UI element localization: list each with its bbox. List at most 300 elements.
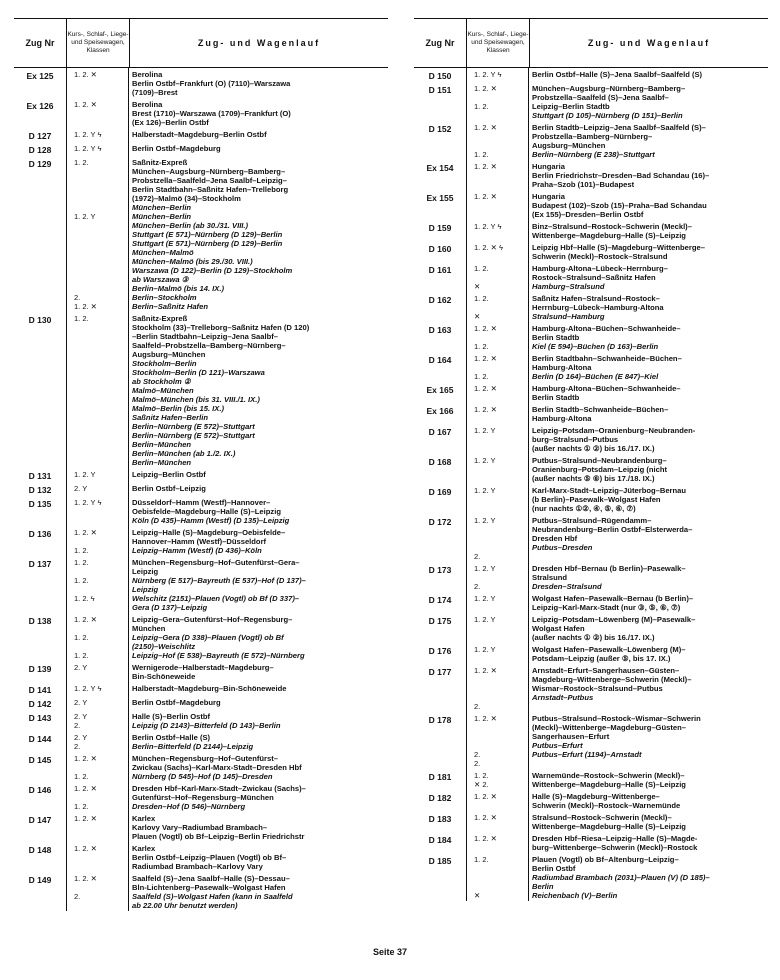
class-line: [474, 132, 528, 141]
route-description: [128, 754, 388, 781]
coach-route-line: Berlin–Bitterfeld (D 2144)–Leipzig: [132, 742, 254, 751]
route-line: Budapest (102)–Szob (15)–Praha–Bad Schandau: [532, 201, 707, 210]
table-row: [414, 643, 768, 664]
route-line: Berlin Ostbf–Leipzig: [132, 484, 206, 493]
route-line: Hamburg-Altona–Büchen–Schwanheide–: [532, 324, 681, 333]
table-row: [14, 496, 388, 526]
class-line: [74, 266, 128, 275]
class-line: 1. 2. ✕: [474, 84, 497, 93]
class-info: [466, 714, 528, 768]
coach-route-line: Saalfeld (S)–Wolgast Hafen (kann in Saalfeld: [132, 892, 293, 901]
class-line: 1. 2. Y: [474, 615, 496, 624]
coach-route-line: Warszawa (D 122)–Berlin (D 129)–Stockholm: [132, 266, 293, 275]
class-line: [474, 141, 528, 150]
route-description: [528, 516, 768, 561]
route-description: [528, 615, 768, 642]
route-line: Saalfeld–Probstzella–Bamberg–Nürnberg–: [132, 341, 286, 350]
class-info: [466, 162, 528, 189]
route-line: Leipzig–Potsdam–Löwenberg (M)–Pasewalk–: [532, 615, 696, 624]
class-line: 1. 2. ✕: [474, 666, 497, 675]
route-line: Hannover–Hamm (Westf)–Düsseldorf: [132, 537, 267, 546]
route-line: Probstzella–Bamberg–Nürnberg–: [532, 132, 653, 141]
class-line: 1. 2. ✕: [474, 354, 497, 363]
route-line: Brest (1710)–Warszawa (1709)–Frankfurt (O): [132, 109, 291, 118]
class-line: ✕: [474, 312, 481, 321]
route-description: [128, 684, 388, 695]
train-number: D 131: [28, 471, 52, 481]
coach-route-line: Berlin–Saßnitz Hafen: [132, 302, 208, 311]
route-description: [128, 528, 388, 555]
route-line: München: [132, 624, 166, 633]
table-row: [414, 790, 768, 811]
route-description: [528, 222, 768, 240]
route-line: München–Regensburg–Hof–Gutenfürst–Gera–: [132, 558, 300, 567]
class-line: 1. 2. Y ϟ: [74, 684, 102, 693]
class-line: [74, 440, 128, 449]
class-line: [74, 167, 128, 176]
train-number: D 136: [28, 529, 52, 539]
route-line: Berlin Stadtb: [532, 333, 580, 342]
route-description: [528, 192, 768, 219]
class-info: [466, 324, 528, 351]
train-number: Ex 166: [426, 406, 454, 416]
coach-route-line: München–Berlin (ab 30./31. VIII.): [132, 221, 249, 230]
route-description: [128, 314, 388, 467]
table-row: [414, 484, 768, 514]
coach-route-line: (2150)–Weischlitz: [132, 642, 196, 651]
table-row: [414, 769, 768, 790]
class-line: [474, 864, 528, 873]
class-line: 1. 2. Y ϟ: [474, 222, 502, 231]
class-info: [66, 498, 128, 525]
route-line: Gutenfürst–Hof–Regensburg–München: [132, 793, 274, 802]
coach-route-line: München–Malmö (bis 29./30. VIII.): [132, 257, 253, 266]
route-description: [528, 486, 768, 513]
route-line: (1972)–Malmö (34)–Stockholm: [132, 194, 241, 203]
class-line: 1. 2. ✕: [74, 615, 97, 624]
route-description: [128, 558, 388, 612]
table-row: [414, 832, 768, 853]
route-line: Probstzella–Saalfeld–Jena Saalbf–Leipzig–: [132, 176, 287, 185]
class-info: [466, 384, 528, 402]
coach-route-line: München–Malmö: [132, 248, 194, 257]
class-info: [466, 792, 528, 810]
table-row: [414, 292, 768, 322]
route-description: [528, 855, 768, 900]
route-line: Stockholm (33)–Trelleborg–Saßnitz Hafen (D 120): [132, 323, 310, 332]
route-description: [528, 456, 768, 483]
class-line: 1. 2. Y: [474, 645, 496, 654]
route-line: Leipzig Hbf–Halle (S)–Magdeburg–Wittenberge–: [532, 243, 705, 252]
route-line: Leipzig–Berlin Ostbf: [132, 470, 206, 479]
class-line: 1. 2.: [74, 158, 89, 167]
train-number: D 142: [28, 699, 52, 709]
coach-route-line: Leipzig (D 2143)–Bitterfeld (D 143)–Berlin: [132, 721, 281, 730]
table-row: [414, 68, 768, 82]
route-description: [528, 666, 768, 711]
class-info: [66, 698, 128, 709]
class-line: [474, 741, 528, 750]
class-line: [474, 675, 528, 684]
class-info: [66, 100, 128, 127]
class-line: 2. Y: [74, 733, 88, 742]
class-info: [466, 84, 528, 120]
class-line: [474, 693, 528, 702]
route-line: Bln-Lichtenberg–Pasewalk–Wolgast Hafen: [132, 883, 286, 892]
table-row: [414, 241, 768, 262]
class-line: [474, 873, 528, 882]
class-line: [74, 323, 128, 332]
route-line: Schwerin (Meckl)–Rostock–Warnemünde: [532, 801, 681, 810]
route-line: Hamburg-Altona–Büchen–Schwanheide–: [532, 384, 681, 393]
route-line: Potsdam–Leipzig (außer ⑤, bis 17. IX.): [532, 654, 671, 663]
train-number: D 169: [428, 487, 452, 497]
train-number: D 162: [428, 295, 452, 305]
route-description: [528, 834, 768, 852]
class-line: 1. 2.: [474, 855, 489, 864]
route-description: [528, 792, 768, 810]
page-number: Seite 37: [372, 947, 408, 957]
table-row: [414, 382, 768, 403]
class-line: 1. 2. ✕: [474, 162, 497, 171]
class-line: 1. 2.: [474, 372, 489, 381]
route-line: Probstzella–Saalfeld (S)–Jena Saalbf–: [532, 93, 669, 102]
class-line: [74, 359, 128, 368]
class-line: 1. 2.: [474, 342, 489, 351]
route-line: Neubrandenburg–Berlin Ostbf–Elsterwerda–: [532, 525, 693, 534]
train-number: Ex 154: [426, 163, 454, 173]
table-row: [14, 482, 388, 496]
route-line: (außer nachts ① ②) bis 16./17. IX.): [532, 633, 655, 642]
coach-route-line: Stralsund–Hamburg: [532, 312, 605, 321]
route-line: Berlin Stadtbahn–Saßnitz Hafen–Trelleborg: [132, 185, 289, 194]
route-line: Augsburg–München: [532, 141, 606, 150]
class-line: 2.: [474, 552, 481, 561]
class-line: 1. 2. ϟ: [74, 594, 95, 603]
class-info: [466, 666, 528, 711]
class-line: 2.: [74, 892, 81, 901]
train-number: D 127: [28, 131, 52, 141]
train-number: D 129: [28, 159, 52, 169]
class-line: 1. 2. Y ϟ: [74, 498, 102, 507]
route-description: [528, 771, 768, 789]
table-row: [414, 613, 768, 643]
class-line: 2. Y: [74, 663, 88, 672]
table-row: [414, 562, 768, 592]
header-lauf: Zug- und Wagenlauf: [587, 38, 711, 48]
class-info: [466, 70, 528, 81]
table-row: [414, 454, 768, 484]
train-number: D 181: [428, 772, 452, 782]
route-line: Saalfeld (S)–Jena Saalbf–Halle (S)–Dessau–: [132, 874, 290, 883]
class-line: 1. 2. Y: [74, 470, 96, 479]
train-number: D 139: [28, 664, 52, 674]
route-description: [128, 663, 388, 681]
route-line: Wernigerode–Halberstadt–Magdeburg–: [132, 663, 274, 672]
route-line: Hamburg-Altona: [532, 363, 592, 372]
class-info: [466, 594, 528, 612]
class-line: 1. 2. ✕: [74, 100, 97, 109]
table-row: [414, 811, 768, 832]
route-line: Arnstadt–Erfurt–Sangerhausen–Güsten–: [532, 666, 680, 675]
class-info: [466, 192, 528, 219]
train-number: Ex 125: [26, 71, 54, 81]
route-line: Dresden Hbf–Karl-Marx-Stadt–Zwickau (Sachs)–: [132, 784, 306, 793]
route-line: Halle (S)–Berlin Ostbf: [132, 712, 211, 721]
coach-route-line: Stuttgart (D 105)–Nürnberg (D 151)–Berlin: [532, 111, 683, 120]
train-number: D 178: [428, 715, 452, 725]
table-row: [14, 98, 388, 128]
coach-route-line: Radiumbad Brambach (2031)–Plauen (V) (D 185)–: [532, 873, 710, 882]
route-line: burg–Stralsund–Putbus: [532, 435, 619, 444]
coach-route-line: ab Warszawa ③: [132, 275, 189, 284]
class-line: [74, 230, 128, 239]
table-row: [414, 403, 768, 424]
class-line: [74, 176, 128, 185]
class-line: [474, 303, 528, 312]
train-number: D 145: [28, 755, 52, 765]
train-number: D 150: [428, 71, 452, 81]
route-line: Stralsund–Rostock–Schwerin (Meckl)–: [532, 813, 672, 822]
class-info: [466, 243, 528, 261]
train-number: D 138: [28, 616, 52, 626]
route-line: Wittenberge–Magdeburg–Halle (S)–Leipzig: [532, 231, 686, 240]
route-line: (Ex 126)–Berlin Ostbf: [132, 118, 209, 127]
route-description: [528, 405, 768, 423]
table-row: [14, 68, 388, 98]
coach-route-line: Malmö–München (bis 31. VIII./1. IX.): [132, 395, 260, 404]
class-info: [466, 264, 528, 291]
route-line: (b Berlin)–Pasewalk–Wolgast Hafen: [532, 495, 661, 504]
class-line: [74, 431, 128, 440]
header-zug-nr: Zug Nr: [25, 38, 55, 48]
route-line: Berlin Ostbf–Leipzig–Plauen (Vogtl) ob Bf–: [132, 853, 287, 862]
header-zug-nr: Zug Nr: [425, 38, 455, 48]
table-row: [14, 312, 388, 468]
class-line: 2.: [74, 721, 81, 730]
class-line: [74, 585, 128, 594]
class-line: [474, 525, 528, 534]
class-info: [66, 144, 128, 155]
class-line: [474, 333, 528, 342]
class-line: 2. Y: [74, 712, 88, 721]
class-info: [466, 294, 528, 321]
coach-route-line: Gera (D 137)–Leipzig: [132, 603, 208, 612]
route-line: Berlin Stadtbahn–Schwanheide–Büchen–: [532, 354, 682, 363]
table-row: [14, 731, 388, 752]
route-line: Sangerhausen–Erfurt: [532, 732, 610, 741]
route-line: Berolina: [132, 70, 163, 79]
route-description: [528, 264, 768, 291]
right-column: [414, 18, 768, 901]
table-header: [414, 18, 768, 68]
class-line: 1. 2. Y: [474, 564, 496, 573]
class-line: 1. 2. Y: [474, 456, 496, 465]
train-number: D 184: [428, 835, 452, 845]
route-line: Berolina: [132, 100, 163, 109]
table-row: [14, 752, 388, 782]
train-number: D 147: [28, 815, 52, 825]
class-line: 1. 2.: [74, 558, 89, 567]
route-line: Leipzig–Karl-Marx-Stadt (nur ③, ⑤, ⑥, ⑦): [532, 603, 681, 612]
table-row: [414, 424, 768, 454]
table-row: [14, 128, 388, 142]
route-line: Berlin Stadtb–Schwanheide–Büchen–: [532, 405, 669, 414]
route-line: Karlex: [132, 814, 156, 823]
route-line: (nur nachts ①②, ④, ⑤, ⑥, ⑦): [532, 504, 636, 513]
class-line: 1. 2.: [474, 294, 489, 303]
class-line: [74, 537, 128, 546]
train-number: D 173: [428, 565, 452, 575]
table-row: [14, 613, 388, 661]
table-row: [414, 712, 768, 769]
route-line: Wolgast Hafen: [532, 624, 585, 633]
class-line: ✕: [474, 891, 481, 900]
class-line: 1. 2. ✕: [74, 784, 97, 793]
class-info: [466, 813, 528, 831]
table-row: [414, 322, 768, 352]
train-number: D 128: [28, 145, 52, 155]
route-line: Halberstadt–Magdeburg–Bin-Schöneweide: [132, 684, 287, 693]
route-line: Rostock–Stralsund–Saßnitz Hafen: [532, 273, 656, 282]
table-row: [14, 710, 388, 731]
route-line: Saßnitz-Expreß: [132, 314, 188, 323]
class-info: [66, 484, 128, 495]
table-row: [14, 156, 388, 312]
class-line: 2. Y: [74, 698, 88, 707]
route-line: Hungaria: [532, 192, 565, 201]
route-description: [128, 844, 388, 871]
route-description: [128, 784, 388, 811]
route-line: (außer nachts ⑤ ⑥) bis 17./18. IX.): [532, 474, 655, 483]
route-description: [128, 498, 388, 525]
class-line: 1. 2.: [74, 802, 89, 811]
class-info: [466, 834, 528, 852]
route-line: München–Augsburg–Nürnberg–Bamberg–: [132, 167, 286, 176]
class-info: [66, 663, 128, 681]
class-line: [74, 275, 128, 284]
header-klassen: Kurs-, Schlaf-, Liege- und Speisewagen, Klassen: [466, 19, 530, 67]
table-row: [414, 352, 768, 382]
route-line: München–Augsburg–Nürnberg–Bamberg–: [532, 84, 686, 93]
coach-route-line: Putbus–Erfurt: [532, 741, 583, 750]
coach-route-line: Putbus–Dresden: [532, 543, 593, 552]
route-line: Leipzig: [132, 567, 159, 576]
class-line: [74, 624, 128, 633]
class-line: 2.: [474, 702, 481, 711]
class-line: [74, 284, 128, 293]
route-line: Binz–Stralsund–Rostock–Schwerin (Meckl)–: [532, 222, 692, 231]
class-info: [66, 754, 128, 781]
route-description: [528, 564, 768, 591]
class-line: [474, 573, 528, 582]
coach-route-line: Saßnitz Hafen–Berlin: [132, 413, 208, 422]
route-description: [128, 698, 388, 709]
header-klassen: Kurs-, Schlaf-, Liege- und Speisewagen, Klassen: [66, 19, 130, 67]
route-line: Berlin Stadtb: [532, 393, 580, 402]
train-number: D 183: [428, 814, 452, 824]
class-line: 1. 2.: [74, 633, 89, 642]
coach-route-line: Leipzig: [132, 585, 159, 594]
left-column: [14, 18, 388, 911]
coach-route-line: Berlin–Stockholm: [132, 293, 197, 302]
route-description: [528, 426, 768, 453]
class-info: [466, 486, 528, 513]
class-line: 1. 2. ✕ ϟ: [474, 243, 504, 252]
class-line: 1. 2. ✕: [474, 405, 497, 414]
class-line: [474, 363, 528, 372]
class-line: 1. 2. ✕: [474, 834, 497, 843]
table-row: [414, 82, 768, 121]
table-row: [414, 262, 768, 292]
class-line: [74, 257, 128, 266]
table-row: [14, 468, 388, 482]
table-row: [14, 842, 388, 872]
class-line: [74, 642, 128, 651]
class-line: 1. 2. Y: [474, 594, 496, 603]
route-description: [128, 712, 388, 730]
route-line: Karlex: [132, 844, 156, 853]
train-number: D 149: [28, 875, 52, 885]
train-number: D 185: [428, 856, 452, 866]
class-line: 1. 2. ✕: [474, 792, 497, 801]
class-line: [74, 221, 128, 230]
train-number: D 177: [428, 667, 452, 677]
class-info: [66, 814, 128, 841]
class-line: 2.: [474, 582, 481, 591]
route-line: Berlin Ostbf–Magdeburg: [132, 698, 221, 707]
route-line: Leipzig–Potsdam–Oranienburg–Neubranden-: [532, 426, 696, 435]
class-line: 1. 2.: [74, 772, 89, 781]
route-line: Berlin Stadtb–Leipzig–Jena Saalbf–Saalfeld (S)–: [532, 123, 706, 132]
route-description: [528, 813, 768, 831]
route-line: Dresden Hbf–Bernau (b Berlin)–Pasewalk–: [532, 564, 686, 573]
table-row: [14, 696, 388, 710]
class-line: 1. 2.: [74, 546, 89, 555]
route-description: [528, 645, 768, 663]
coach-route-line: ab 22.00 Uhr benutzt werden): [132, 901, 238, 910]
table-row: [14, 661, 388, 682]
class-line: [474, 723, 528, 732]
route-line: Leipzig–Halle (S)–Magdeburg–Oebisfelde–: [132, 528, 286, 537]
route-line: Berlin Ostbf–Halle (S)–Jena Saalbf–Saalfeld (S): [532, 70, 703, 79]
route-line: (Ex 155)–Dresden–Berlin Ostbf: [532, 210, 644, 219]
class-line: 2. Y: [74, 484, 88, 493]
route-line: Düsseldorf–Hamm (Westf)–Hannover–: [132, 498, 271, 507]
class-info: [66, 558, 128, 612]
coach-route-line: Nürnberg (D 545)–Hof (D 145)–Dresden: [132, 772, 273, 781]
route-line: Wittenberge–Magdeburg–Halle (S)–Leipzig: [532, 822, 686, 831]
class-line: 1. 2. Y: [474, 486, 496, 495]
route-line: München–Regensburg–Hof–Gutenfürst–: [132, 754, 278, 763]
class-line: 1. 2. ✕: [474, 324, 497, 333]
route-line: Leipzig–Berlin Stadtb: [532, 102, 610, 111]
class-line: 1. 2. ✕: [74, 302, 97, 311]
route-line: Berlin Ostbf–Halle (S): [132, 733, 211, 742]
route-line: Saßnitz-Expreß: [132, 158, 188, 167]
route-line: Saßnitz Hafen–Stralsund–Rostock–: [532, 294, 660, 303]
coach-route-line: Arnstadt–Putbus: [532, 693, 594, 702]
coach-route-line: Dresden–Stralsund: [532, 582, 602, 591]
class-info: [66, 130, 128, 141]
class-line: 1. 2.: [474, 771, 489, 780]
class-line: ✕: [474, 282, 481, 291]
timetable-rows: [414, 68, 768, 901]
coach-route-line: Stuttgart (E 571)–Nürnberg (D 129)–Berlin: [132, 239, 283, 248]
timetable-rows: [14, 68, 388, 911]
class-line: [74, 386, 128, 395]
route-description: [528, 594, 768, 612]
